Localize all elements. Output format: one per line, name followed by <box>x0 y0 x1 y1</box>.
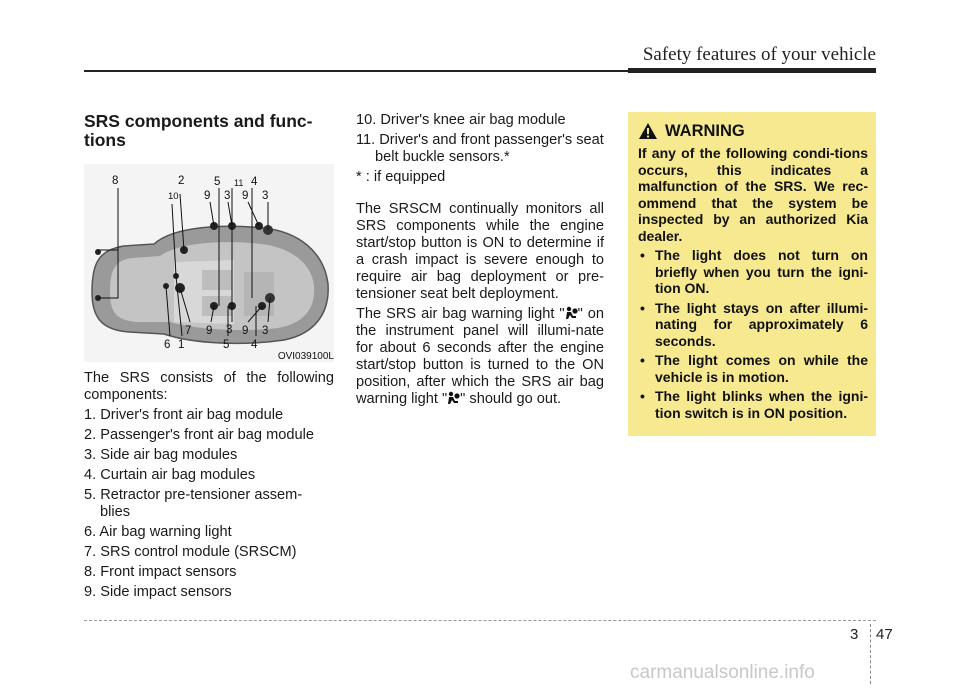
list-item: 5. Retractor pre-tensioner assem- blies <box>84 487 303 520</box>
srs-airbag-warning-icon <box>447 391 460 405</box>
warning-triangle-icon <box>638 122 658 140</box>
list-item: 1. Driver's front air bag module <box>84 407 284 423</box>
list-item: 9. Side impact sensors <box>84 584 232 600</box>
callout-label: 10 <box>168 191 179 202</box>
callout-label: 11 <box>234 178 244 188</box>
header-rule-accent <box>628 68 876 73</box>
warning-box <box>628 112 876 436</box>
callout-label: 3 <box>262 325 269 337</box>
srs-components-figure <box>84 164 334 362</box>
warning-list <box>638 247 868 421</box>
watermark: carmanualsonline.info <box>630 662 815 683</box>
list-item: • The light stays on after illumi-nating for approximately 6 seconds. <box>638 300 868 350</box>
paragraph-text: The SRS air bag warning light " <box>356 306 565 322</box>
list-item: 8. Front impact sensors <box>84 564 237 580</box>
callout-label: 6 <box>164 339 171 351</box>
warning-light-paragraph <box>356 306 604 408</box>
middle-column <box>356 112 604 411</box>
components-list <box>84 407 334 601</box>
intro-text: The SRS consists of the following components: <box>84 370 334 403</box>
list-item: • The light does not turn on briefly when you turn the igni-tion ON. <box>638 247 868 297</box>
list-item: 7. SRS control module (SRSCM) <box>84 544 297 560</box>
page-number-separator <box>870 624 872 684</box>
list-item: 6. Air bag warning light <box>84 524 232 540</box>
left-column <box>84 112 334 604</box>
section-title <box>84 112 314 150</box>
callout-label: 3 <box>262 190 269 202</box>
list-item: 11. Driver's and front passenger's seat belt buckle sensors.* <box>356 132 604 165</box>
list-item: 3. Side air bag modules <box>84 447 238 463</box>
callout-label: 7 <box>185 325 192 337</box>
callout-label: 3 <box>226 324 233 336</box>
callout-label: 1 <box>178 339 185 351</box>
list-item: 2. Passenger's front air bag module <box>84 427 314 443</box>
paragraph-text: " should go out. <box>460 391 562 407</box>
callout-label: 5 <box>214 176 221 188</box>
section-title-text: SRS components and func- tions <box>84 111 313 150</box>
car-diagram <box>84 164 334 362</box>
list-item: • The light comes on while the vehicle is in motion. <box>638 352 868 385</box>
callout-label: 9 <box>204 190 211 202</box>
warning-title: WARNING <box>665 121 745 140</box>
warning-intro: If any of the following condi-tions occurs, this indicates a malfunction of the SRS. We rec-ommend that the system be inspected by an authorized Kia dealer. <box>638 145 868 244</box>
list-item: 10. Driver's knee air bag module <box>356 112 566 128</box>
callout-label: 4 <box>251 176 258 188</box>
callout-label: 8 <box>112 175 119 187</box>
list-item: 4. Curtain air bag modules <box>84 467 256 483</box>
chapter-number: 3 <box>850 626 859 643</box>
header-title: Safety features of your vehicle <box>642 44 876 65</box>
warning-header <box>638 122 868 140</box>
callout-label: 9 <box>206 325 213 337</box>
callout-label: 2 <box>178 175 185 187</box>
list-item: • The light blinks when the igni-tion switch is in ON position. <box>638 388 868 421</box>
callout-label: 9 <box>242 190 249 202</box>
page-number: 47 <box>876 626 893 643</box>
components-list-continued <box>356 112 604 166</box>
callout-label: 5 <box>223 339 230 351</box>
figure-code: OVI039100L <box>277 351 334 362</box>
callout-label: 9 <box>242 325 249 337</box>
srs-airbag-warning-icon <box>565 306 578 320</box>
callout-label: 4 <box>251 339 258 351</box>
footnote: * : if equipped <box>356 169 446 185</box>
footer-rule <box>84 620 876 621</box>
paragraph-text: " on the instrument panel will illumi-nate for about 6 seconds after the engine start/stop button is turned to the ON position, after which the SRS air bag warning light " <box>356 306 605 407</box>
callout-label: 3 <box>224 190 231 202</box>
srscm-paragraph: The SRSCM continually monitors all SRS components while the engine start/stop button is ON to determine if a crash impact is severe enough to require air bag deployment or pre-tensioner seat belt deployment. <box>356 201 604 302</box>
